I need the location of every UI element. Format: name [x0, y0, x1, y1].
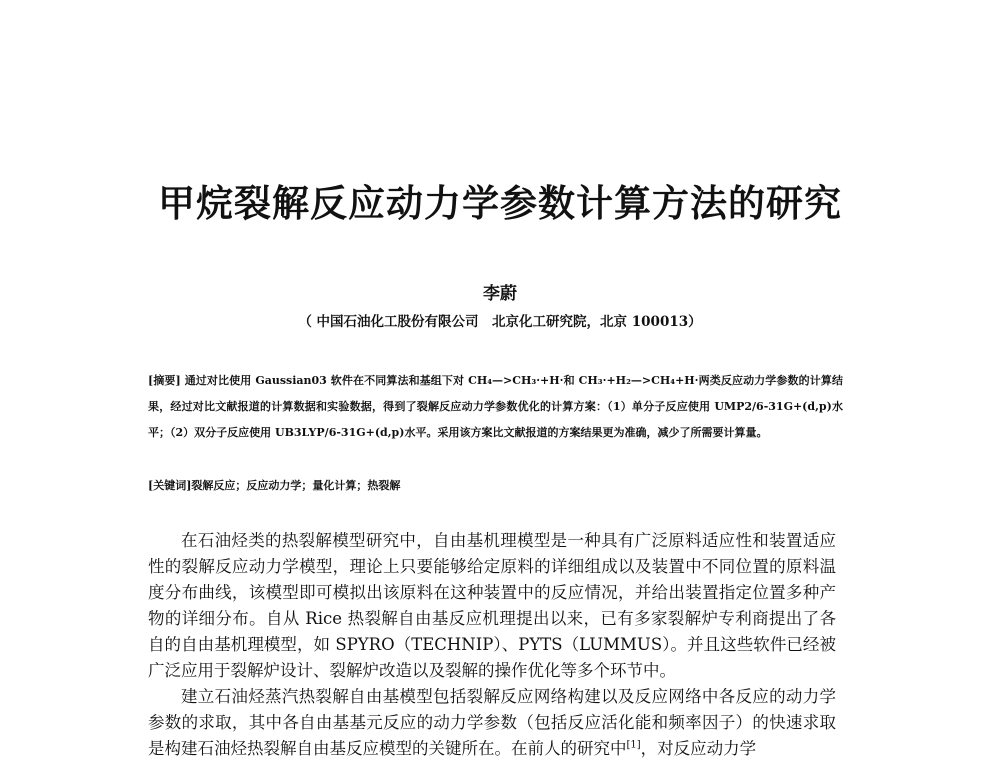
author-affiliation: （ 中国石油化工股份有限公司 北京化工研究院，北京 100013） [298, 314, 702, 330]
keywords-text: 裂解反应；反应动力学；量化计算；热裂解 [191, 479, 401, 492]
abstract-text: 通过对比使用 Gaussian03 软件在不同算法和基组下对 CH₄—>CH₃·+H·和 CH₃·+H₂—>CH₄+H·两类反应动力学参数的计算结果，经过对比文献报道的计算数据和实验数据，得到了裂解反应动力学参数优化的计算方案：（1）单分子反应使用 UMP2/6-31G+(d,p)水平；（2）双分子反应使用 UB3LYP/6-31G+(d,p)水平。采用该方案比文献报道的方案结果更为准确，减少了所需要计算量。 [148, 374, 843, 439]
paragraph-2 [148, 684, 836, 762]
paragraph-2-text: 建立石油烃蒸汽热裂解自由基模型包括裂解反应网络构建以及反应网络中各反应的动力学参数的求取，其中各自由基基元反应的动力学参数（包括反应活化能和频率因子）的快速求取是构建石油烃热裂解自由基反应模型的关键所在。在前人的研究中 [148, 687, 836, 758]
abstract [148, 368, 843, 446]
reference-marker: [1] [626, 739, 641, 751]
body-text [148, 528, 836, 762]
keywords [148, 475, 843, 497]
abstract-label: [摘要] [148, 374, 181, 387]
author-name: 李蔚 [483, 284, 517, 304]
paper-title: 甲烷裂解反应动力学参数计算方法的研究 [158, 182, 842, 225]
paragraph-2-tail: ，对反应动力学 [640, 739, 757, 758]
paragraph-1: 在石油烃类的热裂解模型研究中，自由基机理模型是一种具有广泛原料适应性和装置适应性的裂解反应动力学模型，理论上只要能够给定原料的详细组成以及装置中不同位置的原料温度分布曲线，该模型即可模拟出该原料在这种装置中的反应情况，并给出装置指定位置多种产物的详细分布。自从 Rice 热裂解自由基反应机理提出以来，已有多家裂解炉专利商提出了各自的自由基机理模型，如 SPYRO（TECHNIP）、PYTS（LUMMUS）。并且这些软件已经被广泛应用于裂解炉设计、裂解炉改造以及裂解的操作优化等多个环节中。 [148, 531, 836, 680]
keywords-label: [关键词] [148, 479, 192, 492]
